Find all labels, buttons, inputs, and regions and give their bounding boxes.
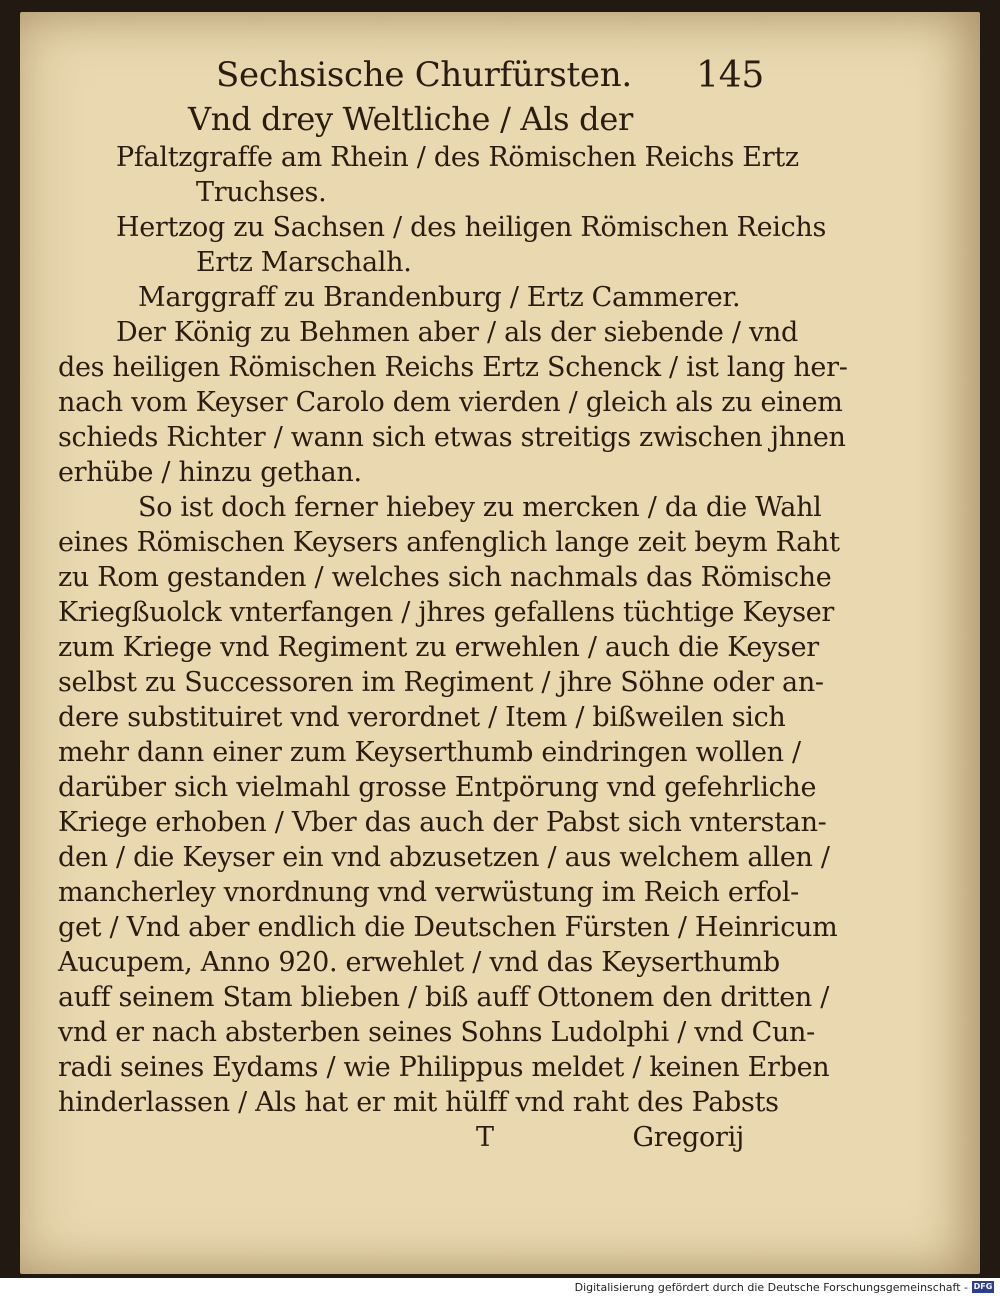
catchword: Gregorij bbox=[632, 1122, 744, 1153]
page-number: 145 bbox=[696, 55, 764, 96]
text-line: zum Kriege vnd Regiment zu erwehlen / auch die Keyser bbox=[58, 632, 819, 663]
text-block bbox=[58, 52, 848, 1155]
text-line: radi seines Eydams / wie Philippus meldet / keinen Erben bbox=[58, 1052, 830, 1083]
text-line: Vnd drey Weltliche / Als der bbox=[188, 100, 633, 138]
text-line: Kriege erhoben / Vber das auch der Pabst sich vnterstan- bbox=[58, 807, 827, 838]
text-line: Truchses. bbox=[196, 177, 327, 208]
text-line: eines Römischen Keysers anfenglich lange zeit beym Raht bbox=[58, 527, 840, 558]
text-line: mehr dann einer zum Keyserthumb eindringen wollen / bbox=[58, 737, 801, 768]
running-head bbox=[58, 52, 764, 102]
text-line: schieds Richter / wann sich etwas streitigs zwischen jhnen bbox=[58, 422, 846, 453]
text-line: Aucupem, Anno 920. erwehlet / vnd das Keyserthumb bbox=[58, 947, 780, 978]
text-line: zu Rom gestanden / welches sich nachmals das Römische bbox=[58, 562, 832, 593]
text-line: erhübe / hinzu gethan. bbox=[58, 457, 362, 488]
text-line: So ist doch ferner hiebey zu mercken / da die Wahl bbox=[138, 492, 822, 523]
text-line: darüber sich vielmahl grosse Entpörung vnd gefehrliche bbox=[58, 772, 817, 803]
text-line: selbst zu Successoren im Regiment / jhre Söhne oder an- bbox=[58, 667, 824, 698]
signature-mark: T bbox=[476, 1122, 494, 1153]
book-page bbox=[20, 12, 980, 1274]
text-line: Der König zu Behmen aber / als der siebende / vnd bbox=[116, 317, 798, 348]
text-line: dere substituiret vnd verordnet / Item / bißweilen sich bbox=[58, 702, 786, 733]
text-line: mancherley vnordnung vnd verwüstung im Reich erfol- bbox=[58, 877, 800, 908]
text-line: auff seinem Stam blieben / biß auff Ottonem den dritten / bbox=[58, 982, 830, 1013]
text-line: nach vom Keyser Carolo dem vierden / gleich als zu einem bbox=[58, 387, 843, 418]
text-line: get / Vnd aber endlich die Deutschen Fürsten / Heinricum bbox=[58, 912, 838, 943]
text-line: Pfaltzgraffe am Rhein / des Römischen Reichs Ertz bbox=[116, 142, 799, 173]
funding-credit: Digitalisierung gefördert durch die Deutsche Forschungsgemeinschaft - bbox=[574, 1281, 968, 1294]
text-line: vnd er nach absterben seines Sohns Ludolphi / vnd Cun- bbox=[58, 1017, 815, 1048]
text-line: Hertzog zu Sachsen / des heiligen Römischen Reichs bbox=[116, 212, 827, 243]
text-line: des heiligen Römischen Reichs Ertz Schenck / ist lang her- bbox=[58, 352, 848, 383]
text-line: Marggraff zu Brandenburg / Ertz Cammerer. bbox=[138, 282, 741, 313]
text-line: Kriegßuolck vnterfangen / jhres gefallens tüchtige Keyser bbox=[58, 597, 835, 628]
footer-bar bbox=[0, 1278, 1000, 1296]
running-title: Sechsische Churfürsten. bbox=[216, 55, 632, 95]
text-line: den / die Keyser ein vnd abzusetzen / aus welchem allen / bbox=[58, 842, 830, 873]
dfg-logo-icon: DFG bbox=[973, 1282, 993, 1291]
text-line: hinderlassen / Als hat er mit hülff vnd raht des Pabsts bbox=[58, 1087, 779, 1118]
catch-row bbox=[58, 1120, 758, 1155]
text-line: Ertz Marschalh. bbox=[196, 247, 412, 278]
